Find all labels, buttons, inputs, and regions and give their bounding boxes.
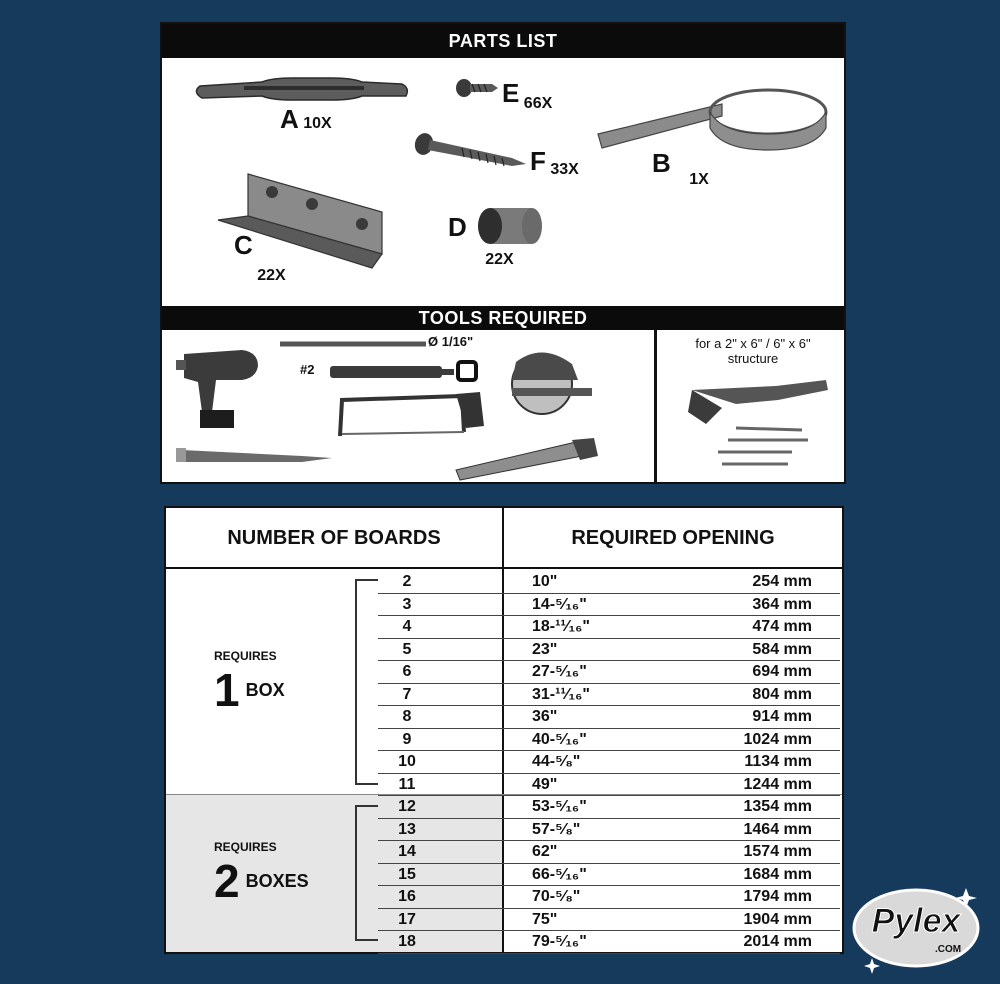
boards-cell: 10 [398, 753, 416, 770]
boards-cell: 17 [398, 910, 416, 928]
boards-cell: 14 [398, 843, 416, 860]
pencil-icon [176, 448, 332, 462]
inches-cell: 53-⁵⁄₁₆" [532, 798, 587, 815]
boards-cell: 15 [398, 865, 416, 883]
table-row [166, 841, 842, 864]
inches-cell: 57-⁵⁄₈" [532, 820, 581, 838]
boards-cell: 7 [402, 685, 412, 703]
inches-cell: 27-⁵⁄₁₆" [532, 663, 587, 680]
boards-cell: 2 [402, 573, 412, 590]
table-row [166, 909, 842, 932]
svg-text:.COM: .COM [934, 944, 962, 955]
header-number-of-boards: NUMBER OF BOARDS [227, 526, 441, 549]
part-b-label: B 1X [652, 148, 709, 188]
inches-cell: 75" [532, 910, 558, 928]
table-row [166, 729, 842, 752]
mm-cell: 1354 mm [743, 798, 812, 815]
mm-cell: 1134 mm [744, 753, 812, 770]
table-row [166, 819, 842, 842]
parts-list-title: PARTS LIST [162, 24, 844, 58]
driver-bit-icon [330, 362, 476, 380]
drill-bit-label: Ø 1/16" [428, 334, 474, 349]
inches-cell: 31-¹¹⁄₁₆" [532, 685, 590, 703]
mm-cell: 1244 mm [743, 775, 812, 793]
mm-cell: 914 mm [752, 708, 812, 725]
required-opening-table [164, 506, 844, 954]
group-one-box: REQUIRES 1 BOX [214, 649, 285, 716]
driver-bit-label: #2 [300, 362, 315, 377]
part-d-label: D 22X [448, 212, 514, 268]
part-f-screw-icon [412, 131, 526, 166]
table-row [166, 706, 842, 729]
structure-note: for a 2" x 6" / 6" x 6" structure [695, 336, 811, 366]
drill-icon [176, 350, 258, 428]
table-row [166, 661, 842, 684]
mm-cell: 1574 mm [743, 843, 812, 860]
boards-cell: 12 [398, 798, 416, 815]
boards-cell: 11 [398, 775, 416, 793]
part-a-label: A 10X [280, 104, 332, 134]
mm-cell: 1904 mm [743, 910, 812, 928]
table-row [166, 594, 842, 617]
inches-cell: 10" [532, 573, 558, 590]
inches-cell: 49" [532, 775, 558, 793]
part-b-strap-icon [598, 90, 826, 150]
mm-cell: 474 mm [752, 618, 812, 635]
mm-cell: 2014 mm [743, 933, 812, 950]
mm-cell: 804 mm [752, 685, 812, 703]
boards-cell: 18 [398, 933, 416, 950]
table-row [166, 796, 842, 819]
inches-cell: 79-⁵⁄₁₆" [532, 933, 587, 950]
boards-cell: 6 [402, 663, 412, 680]
circular-saw-icon [512, 352, 592, 414]
mm-cell: 364 mm [752, 595, 812, 613]
table-row [166, 571, 842, 594]
mm-cell: 1464 mm [743, 820, 812, 838]
inches-cell: 23" [532, 640, 558, 658]
svg-text:Pylex: Pylex [871, 902, 961, 940]
inches-cell: 62" [532, 843, 558, 860]
part-e-screw-icon [456, 79, 498, 97]
boards-cell: 9 [402, 730, 412, 748]
pylex-logo [848, 880, 988, 974]
mm-cell: 254 mm [752, 573, 812, 590]
mm-cell: 1024 mm [743, 730, 812, 748]
mm-cell: 584 mm [752, 640, 812, 658]
hacksaw-icon [340, 392, 484, 436]
inches-cell: 36" [532, 708, 558, 725]
table-row [166, 616, 842, 639]
table-row [166, 684, 842, 707]
boards-cell: 4 [402, 618, 412, 635]
part-f-label: F 33X [530, 146, 579, 178]
parts-tools-panel [160, 22, 846, 484]
handsaw-icon [456, 438, 598, 480]
header-required-opening: REQUIRED OPENING [571, 526, 775, 549]
table-row [166, 751, 842, 774]
group-two-boxes: REQUIRES 2 BOXES [166, 794, 502, 952]
table-row [166, 931, 842, 954]
inches-cell: 18-¹¹⁄₁₆" [532, 618, 590, 635]
inches-cell: 66-⁵⁄₁₆" [532, 865, 587, 883]
boards-cell: 5 [402, 640, 412, 658]
inches-cell: 44-⁵⁄₈" [532, 753, 581, 770]
rivet-tool-icon [688, 380, 828, 464]
inches-cell: 14-⁵⁄₁₆" [532, 595, 587, 613]
mm-cell: 1794 mm [743, 888, 812, 905]
boards-cell: 16 [398, 888, 416, 905]
table-row [166, 774, 842, 797]
row-divider [378, 953, 840, 954]
part-e-label: E 66X [502, 78, 553, 112]
table-row [166, 864, 842, 887]
boards-cell: 8 [402, 708, 412, 725]
boards-cell: 3 [402, 595, 412, 613]
mm-cell: 1684 mm [743, 865, 812, 883]
inches-cell: 70-⁵⁄₈" [532, 888, 581, 905]
table-row [166, 639, 842, 662]
part-c-label: C 22X [234, 230, 286, 284]
inches-cell: 40-⁵⁄₁₆" [532, 730, 587, 748]
table-row [166, 886, 842, 909]
tools-divider [654, 330, 657, 484]
boards-cell: 13 [398, 820, 416, 838]
mm-cell: 694 mm [752, 663, 812, 680]
tools-required-title: TOOLS REQUIRED [162, 306, 844, 330]
